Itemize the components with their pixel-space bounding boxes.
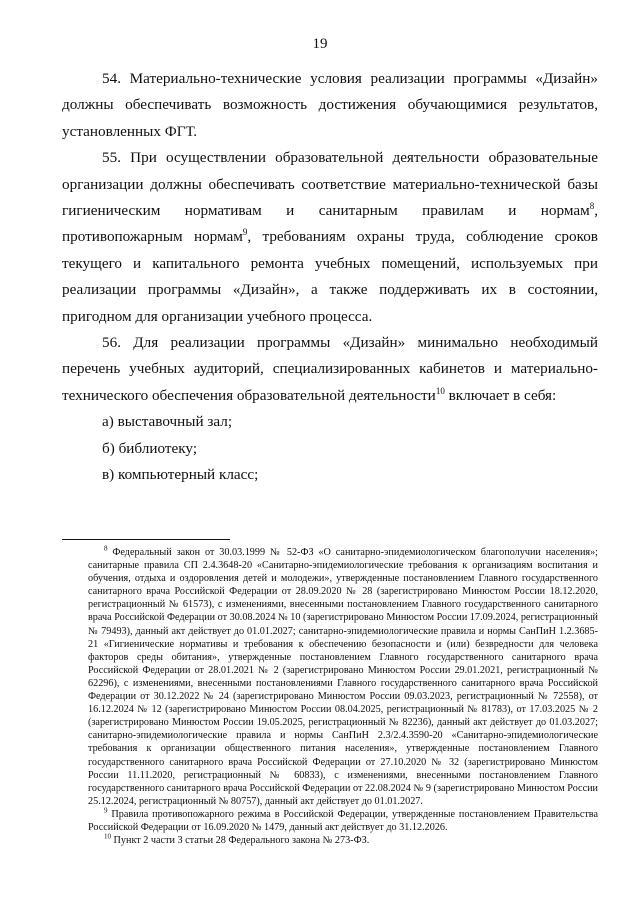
footnote-mark-10: 10 [104,832,111,841]
footnote-separator [62,539,230,540]
list-item: в) компьютерный класс; [102,466,259,484]
paragraph-56-text-b: включает в себя: [444,386,557,404]
footnote-9 [88,808,598,834]
paragraph-54: 54. Материально-технические условия реализации программы «Дизайн» должны обеспечивать возможность достижения обучающимися результатов, установленных ФГТ. [62,70,598,140]
footnote-ref-9[interactable]: 9 [242,227,248,238]
page-number: 19 [312,36,328,52]
footnote-9-text: Правила противопожарного режима в Российской Федерации, утвержденные постановлением Правительства Российской Федерации от 16.09.2020 № 1479, данный акт действует до 31.12.2026. [88,808,598,833]
footnote-8-text: Федеральный закон от 30.03.1999 № 52-ФЗ «О санитарно-эпидемиологическом благополучии населения»; санитарные правила СП 2.4.3648-20 «Санитарно-эпидемиологические требования к организациям воспитания и обучения, отдыха и оздоровления детей и молодежи», утвержденные постановлением Главного государственного санитарного врача Российской Федерации от 28.09.2020 № 28 (зарегистрировано Минюстом России 18.12.2020, регистрационный № 61573), с изменениями, внесенными постановлением Главного государственного санитарного врача Российской Федерации от 30.08.2024 № 10 (зарегистрировано Минюстом России 17.09.2024, регистрационный № 79493), данный акт действует до 01.01.2027; санитарно-эпидемиологические правила и нормы СанПиН 1.2.3685-21 «Гигиенические нормативы и требования к обеспечению безопасности и (или) безвредности для человека факторов среды обитания», утвержденные постановлением Главного государственного санитарного врача Российской Федерации от 28.01.2021 № 2 (зарегистрировано Минюстом России 29.01.2021, регистрационный № 62296), с изменениями, внесенными постановлениями Главного государственного санитарного врача Российской Федерации от 30.12.2022 № 24 (зарегистрировано Минюстом России 09.03.2023, регистрационный № 72558), от 16.12.2024 № 12 (зарегистрировано Минюстом России 08.04.2025, регистрационный № 81783), от 17.03.2025 № 2 (зарегистрировано Минюстом России 19.05.2025, регистрационный № 82236), данный акт действует до 01.03.2027; санитарно-эпидемиологические правила и нормы СанПиН 2.3/2.4.3590-20 «Санитарно-эпидемиологические требования к организации общественного питания населения», утвержденные постановлением Главного государственного санитарного врача Российской Федерации от 27.10.2020 № 32 (зарегистрировано Минюстом России 11.11.2020, регистрационный № 60833), с изменениями, внесенными постановлением Главного государственного санитарного врача Российской Федерации от 22.08.2024 № 9 (зарегистрировано Минюстом России 25.12.2024, регистрационный № 80757), данный акт действует до 01.01.2027. [88,547,599,807]
list-item: а) выставочный зал; [102,413,233,431]
footnote-10 [88,834,598,847]
footnote-10-text: Пункт 2 части 3 статьи 28 Федерального закона № 273-ФЗ. [113,835,370,847]
paragraph-55 [62,145,598,330]
footnote-ref-8[interactable]: 8 [589,200,595,211]
footnote-8 [88,546,598,808]
footnote-mark-8: 8 [104,544,108,553]
paragraph-55-text-c: , требованиям охраны труда, соблюдение сроков текущего и капитального ремонта учебных помещений, используемых при реализации программы «Дизайн», а также поддерживать их в состоянии, пригодном для организации учебного процесса. [62,228,598,325]
footnotes [88,546,598,847]
footnote-mark-9: 9 [104,806,108,815]
paragraph-55-text-b: , противопожарным нормам [62,202,598,246]
footnote-ref-10[interactable]: 10 [435,385,445,396]
paragraph-56 [62,330,598,409]
paragraph-56-text-a: 56. Для реализации программы «Дизайн» минимально необходимый перечень учебных аудиторий, специализированных кабинетов и материально-технического обеспечения образовательной деятельности [62,334,598,404]
list-item: б) библиотеку; [102,439,198,457]
paragraph-55-text-a: 55. При осуществлении образовательной деятельности образовательные организации должны обеспечивать соответствие материально-технической базы гигиеническим нормативам и санитарным правилам и нормам [62,149,598,220]
body-text [62,66,598,489]
